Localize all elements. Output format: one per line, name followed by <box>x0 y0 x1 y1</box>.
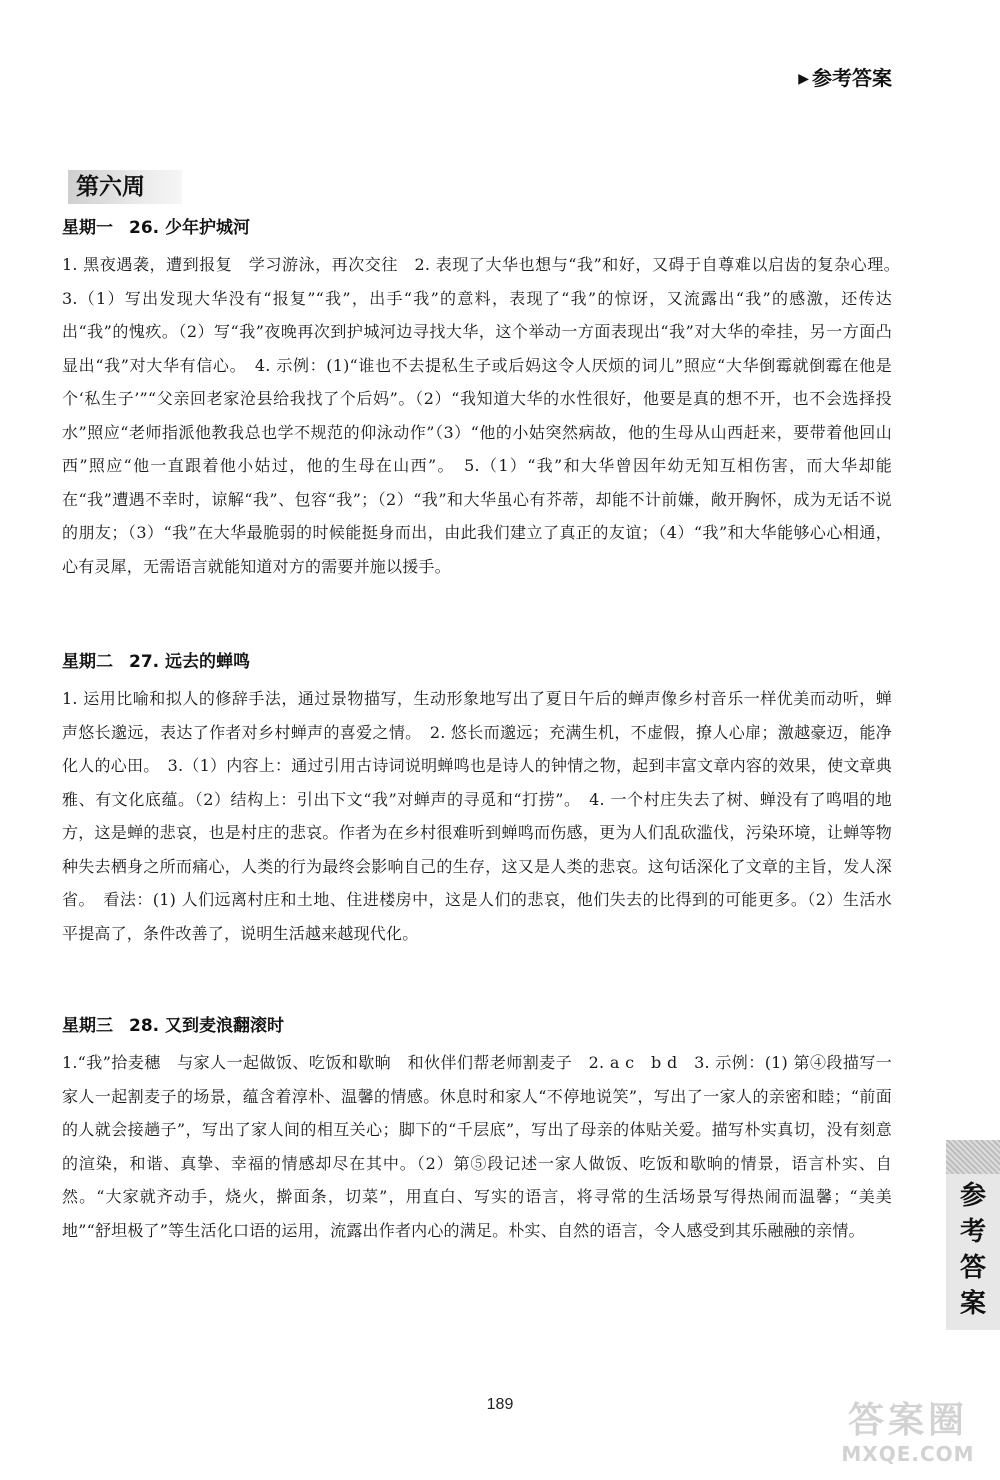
section-body: 1. 运用比喻和拟人的修辞手法，通过景物描写，生动形象地写出了夏日午后的蝉声像乡村音乐一样优美而动听，蝉声悠长邈远，表达了作者对乡村蝉声的喜爱之情。 2. 悠长而邈远；充满生机，不虚假，撩人心扉；激越豪迈，能净化人的心田。 3.（1）内容上：通过引用古诗词说明蝉鸣也是诗人的钟情之物，起到丰富文章内容的效果，使文章典雅、有文化底蕴。（2）结构上：引出下文“我”对蝉声的寻觅和“打捞”。 4. 一个村庄失去了树、蝉没有了鸣唱的地方，这是蝉的悲哀，也是村庄的悲哀。作者为在乡村很难听到蝉鸣而伤感，更为人们乱砍滥伐，污染环境，让蝉等物种失去栖身之所而痛心，人类的行为最终会影响自己的生存，这又是人类的悲哀。这句话深化了文章的主旨，发人深省。 看法：(1) 人们远离村庄和土地、住进楼房中，这是人们的悲哀，他们失去的比得到的可能更多。（2）生活水平提高了，条件改善了，说明生活越来越现代化。 <box>62 689 892 943</box>
section-day: 星期三 <box>62 1016 113 1036</box>
section-heading <box>62 650 892 674</box>
section-wednesday <box>62 1014 892 1247</box>
side-tab-char: 案 <box>959 1289 986 1319</box>
section-body: 1.“我”拾麦穗 与家人一起做饭、吃饭和歇晌 和伙伴们帮老师割麦子 2. a c b d 3. 示例：(1) 第④段描写一家人一起割麦子的场景，蕴含着淳朴、温馨的情感。休息时和家人“不停地说笑”，写出了一家人的亲密和睦；“前面的人就会接趟子”，写出了家人间的相互关心；脚下的“千层底”，写出了母亲的体贴关爱。描写朴实真切，没有刻意的渲染，和谐、真挚、幸福的情感却尽在其中。（2）第⑤段记述一家人做饭、吃饭和歇晌的情景，语言朴实、自然。“大家就齐动手，烧火，擀面条，切菜”，用直白、写实的语言，将寻常的生活场景写得热闹而温馨；“美美地”“舒坦极了”等生活化口语的运用，流露出作者内心的满足。朴实、自然的语言，令人感受到其乐融融的亲情。 <box>62 1053 892 1240</box>
week-title: 第六周 <box>68 170 182 204</box>
triangle-icon: ▶ <box>798 71 809 87</box>
side-tab-pattern <box>946 1140 1000 1174</box>
section-tuesday <box>62 650 892 950</box>
page-number: 189 <box>486 1396 514 1413</box>
watermark-url: MXQE.COM <box>841 1442 975 1466</box>
side-tab-answers <box>946 1140 1000 1330</box>
section-heading <box>62 216 892 240</box>
section-body: 1. 黑夜遇袭，遭到报复 学习游泳，再次交往 2. 表现了大华也想与“我”和好，又碍于自尊难以启齿的复杂心理。 3.（1）写出发现大华没有“报复”“我”，出手“我”的意料，表现了“我”的惊讶，又流露出“我”的感激，还传达出“我”的愧疚。（2）写“我”夜晚再次到护城河边寻找大华，这个举动一方面表现出“我”对大华的牵挂，另一方面凸显出“我”对大华有信心。 4. 示例：(1)“谁也不去提私生子或后妈这令人厌烦的词儿”照应“大华倒霉就倒霉在他是个‘私生子’”“父亲回老家沧县给我找了个后妈”。（2）“我知道大华的水性很好，他要是真的想不开，也不会选择投水”照应“老师指派他教我总也学不规范的仰泳动作”（3）“他的小姑突然病故，他的生母从山西赶来，要带着他回山西”照应“他一直跟着他小姑过，他的生母在山西”。 5.（1）“我”和大华曾因年幼无知互相伤害，而大华却能在“我”遭遇不幸时，谅解“我”、包容“我”；（2）“我”和大华虽心有芥蒂，却能不计前嫌，敞开胸怀，成为无话不说的朋友；（3）“我”在大华最脆弱的时候能挺身而出，由此我们建立了真正的友谊；（4）“我”和大华能够心心相通，心有灵犀，无需语言就能知道对方的需要并施以援手。 <box>62 255 909 576</box>
section-monday <box>62 216 909 583</box>
header-label: 参考答案 <box>812 66 892 90</box>
section-day: 星期二 <box>62 652 113 672</box>
side-tab-char: 考 <box>959 1217 986 1247</box>
section-heading <box>62 1014 892 1038</box>
section-title: 28. 又到麦浪翻滚时 <box>129 1016 285 1036</box>
side-tab-char: 参 <box>959 1181 986 1211</box>
header-answer-label <box>798 62 892 91</box>
watermark-logo-text: 答案圈 <box>847 1400 968 1441</box>
side-tab-text <box>946 1178 1000 1322</box>
section-day: 星期一 <box>62 218 113 238</box>
section-title: 27. 远去的蝉鸣 <box>129 652 251 672</box>
section-title: 26. 少年护城河 <box>129 218 251 238</box>
watermark <box>828 1400 988 1472</box>
side-tab-char: 答 <box>959 1253 986 1283</box>
